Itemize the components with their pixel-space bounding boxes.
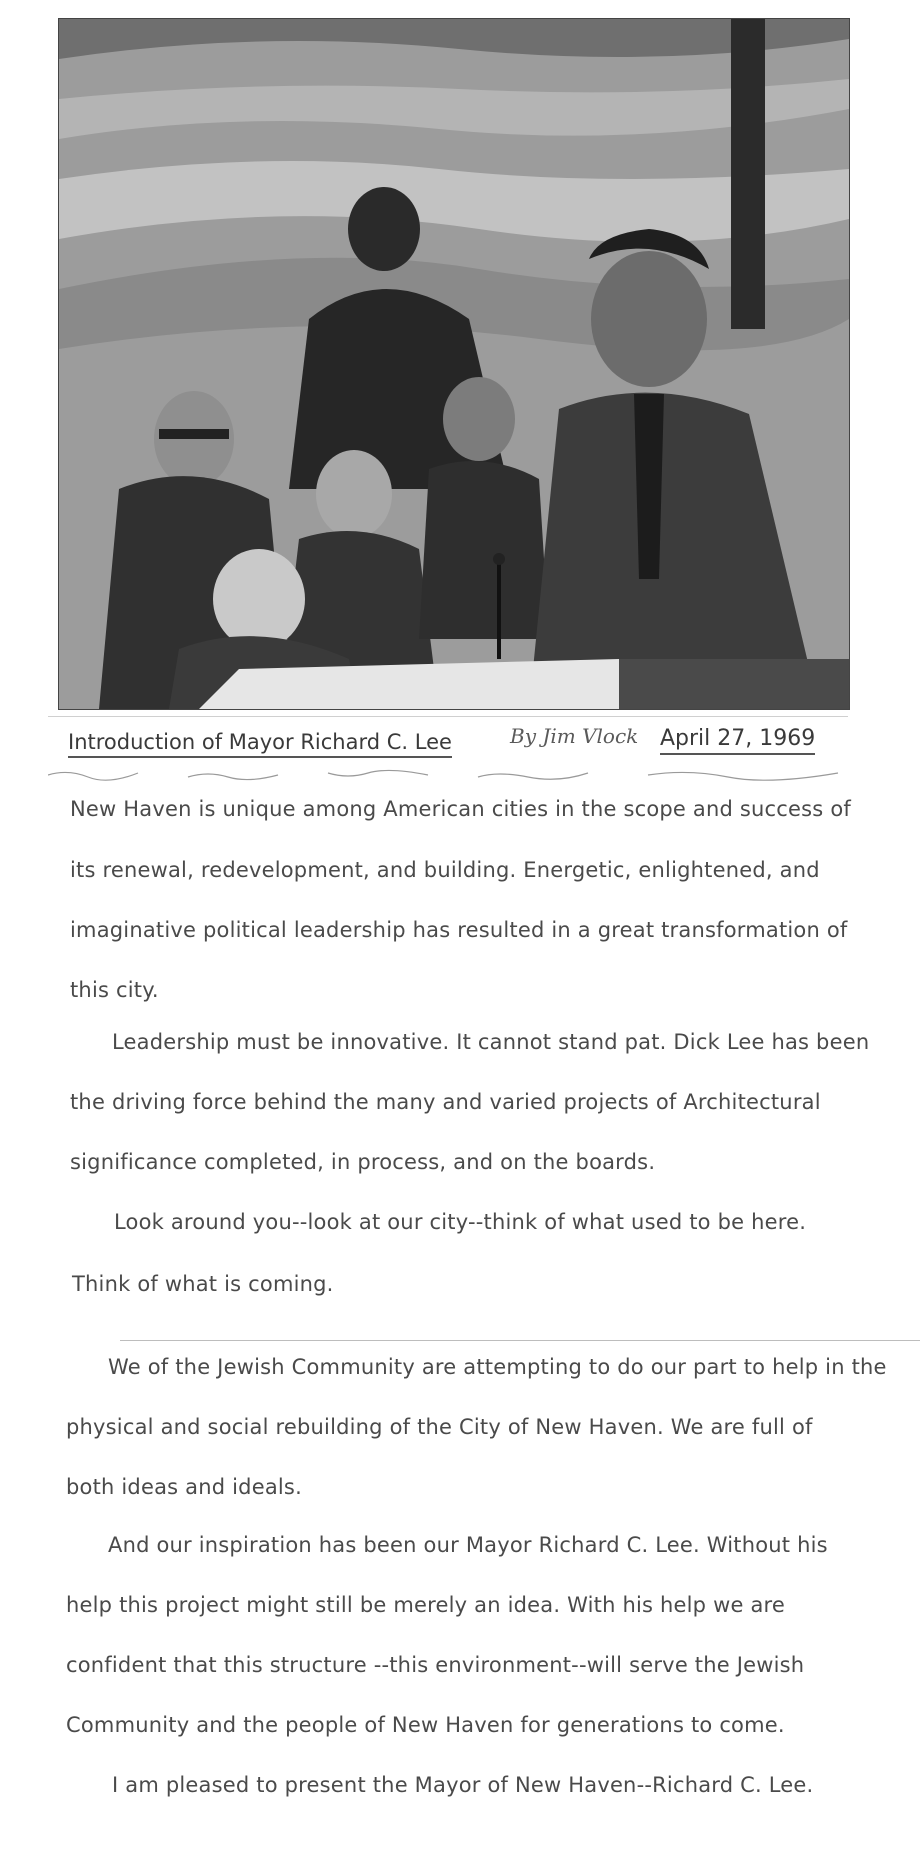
body-line: New Haven is unique among American cities in the scope and success of <box>70 797 851 821</box>
body-line: significance completed, in process, and on the boards. <box>70 1150 656 1174</box>
body-line: Think of what is coming. <box>72 1272 334 1296</box>
body-line: Look around you--look at our city--think of what used to be here. <box>114 1210 807 1234</box>
top-rule <box>48 716 848 717</box>
body-line: I am pleased to present the Mayor of New Haven--Richard C. Lee. <box>112 1773 814 1797</box>
handwritten-scribble <box>48 765 858 785</box>
body-line: its renewal, redevelopment, and building. Energetic, enlightened, and <box>70 858 820 882</box>
body-line: We of the Jewish Community are attempting to do our part to help in the <box>108 1355 887 1379</box>
body-line: this city. <box>70 978 159 1002</box>
body-line: the driving force behind the many and varied projects of Architectural <box>70 1090 821 1114</box>
photograph-illustration <box>59 19 849 709</box>
body-line: help this project might still be merely an idea. With his help we are <box>66 1593 786 1617</box>
body-line: imaginative political leadership has resulted in a great transformation of <box>70 918 848 942</box>
body-line: physical and social rebuilding of the City of New Haven. We are full of <box>66 1415 813 1439</box>
handwritten-author-note: By Jim Vlock <box>510 724 639 748</box>
section-divider <box>120 1340 920 1341</box>
body-line: Community and the people of New Haven for generations to come. <box>66 1713 785 1737</box>
photograph-mayor-speaking <box>58 18 850 710</box>
body-line: And our inspiration has been our Mayor Richard C. Lee. Without his <box>108 1533 828 1557</box>
body-line: Leadership must be innovative. It cannot stand pat. Dick Lee has been <box>112 1030 870 1054</box>
body-line: both ideas and ideals. <box>66 1475 302 1499</box>
body-line: confident that this structure --this environment--will serve the Jewish <box>66 1653 805 1677</box>
document-title: Introduction of Mayor Richard C. Lee <box>68 730 452 758</box>
document-date: April 27, 1969 <box>660 726 815 755</box>
